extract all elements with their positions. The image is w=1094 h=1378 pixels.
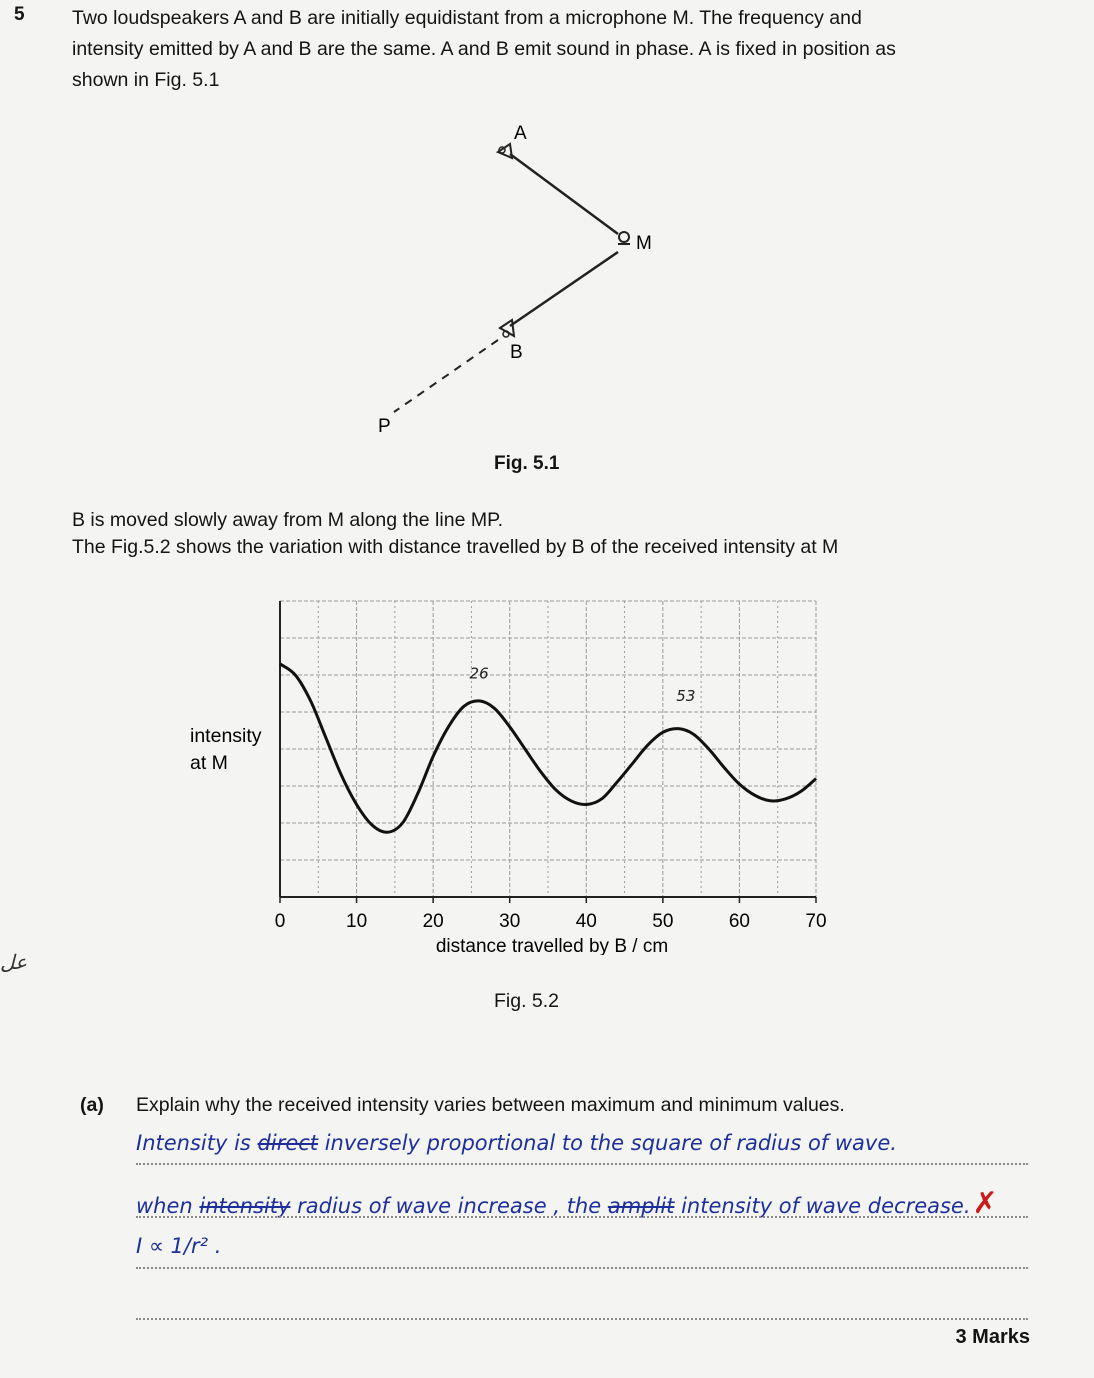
question-number: 5 <box>14 4 25 25</box>
part-a-prompt: Explain why the received intensity varies between maximum and minimum values. <box>136 1094 845 1116</box>
answer-text: intensity of wave decrease. <box>674 1194 971 1218</box>
struck-out-text: direct <box>257 1131 319 1155</box>
label-a: A <box>514 123 527 144</box>
answer-rule <box>136 1163 1028 1165</box>
x-tick-label: 50 <box>652 911 674 932</box>
peak-annotation: 26 <box>469 664 489 683</box>
loudspeaker-b-icon <box>500 320 514 337</box>
teacher-cross-mark: ✗ <box>972 1186 998 1221</box>
part-a-question <box>80 1094 845 1117</box>
y-axis-label: at M <box>190 752 228 774</box>
line-m-to-b <box>510 252 618 326</box>
stem-line: shown in Fig. 5.1 <box>72 69 220 91</box>
stem-line: Two loudspeakers A and B are initially equidistant from a microphone M. The frequency and <box>72 7 862 29</box>
figure-5-1-diagram <box>360 112 700 442</box>
struck-out-text: intensity <box>199 1194 291 1218</box>
margin-handwriting: ﻋﻞ <box>0 950 28 974</box>
answer-text: inversely proportional to the square of radius of wave. <box>318 1131 897 1155</box>
part-a-label: (a) <box>80 1094 104 1116</box>
figure-5-2-caption: Fig. 5.2 <box>494 990 560 1012</box>
answer-rule <box>136 1267 1028 1269</box>
answer-line-3: I ∝ 1/r² . <box>136 1234 222 1258</box>
figure-5-2-chart <box>180 585 860 955</box>
line-a-to-m <box>510 154 618 234</box>
y-axis-label: intensity <box>190 725 262 747</box>
loudspeaker-a-icon <box>498 144 512 158</box>
x-tick-label: 40 <box>575 911 597 932</box>
x-tick-label: 0 <box>274 911 286 932</box>
x-axis-label: distance travelled by B / cm <box>435 936 669 955</box>
x-tick-label: 70 <box>805 911 827 932</box>
instruction-line: B is moved slowly away from M along the line MP. <box>72 509 503 531</box>
question-stem <box>72 3 1062 96</box>
label-b: B <box>510 342 523 363</box>
answer-line-1 <box>136 1131 897 1155</box>
instruction-text <box>72 507 838 561</box>
answer-rule <box>136 1216 1028 1218</box>
struck-out-text: amplit <box>607 1194 675 1218</box>
label-m: M <box>636 233 652 254</box>
answer-text: radius of wave increase , the <box>290 1194 608 1218</box>
x-tick-label: 60 <box>728 911 750 932</box>
answer-text: when <box>136 1194 200 1218</box>
x-tick-label: 20 <box>422 911 444 932</box>
stem-line: intensity emitted by A and B are the same. A and B emit sound in phase. A is fixed in position as <box>72 38 896 60</box>
peak-annotation: 53 <box>676 686 696 705</box>
answer-text: Intensity is <box>136 1131 258 1155</box>
marks-label: 3 Marks <box>955 1326 1030 1348</box>
microphone-m-icon <box>618 232 630 244</box>
instruction-line: The Fig.5.2 shows the variation with distance travelled by B of the received intensity at M <box>72 536 839 558</box>
label-p: P <box>378 416 391 437</box>
answer-rule <box>136 1318 1028 1320</box>
figure-5-1-caption: Fig. 5.1 <box>494 453 560 474</box>
x-tick-label: 10 <box>346 911 368 932</box>
x-tick-label: 30 <box>499 911 521 932</box>
dashed-line-b-to-p <box>394 340 498 412</box>
